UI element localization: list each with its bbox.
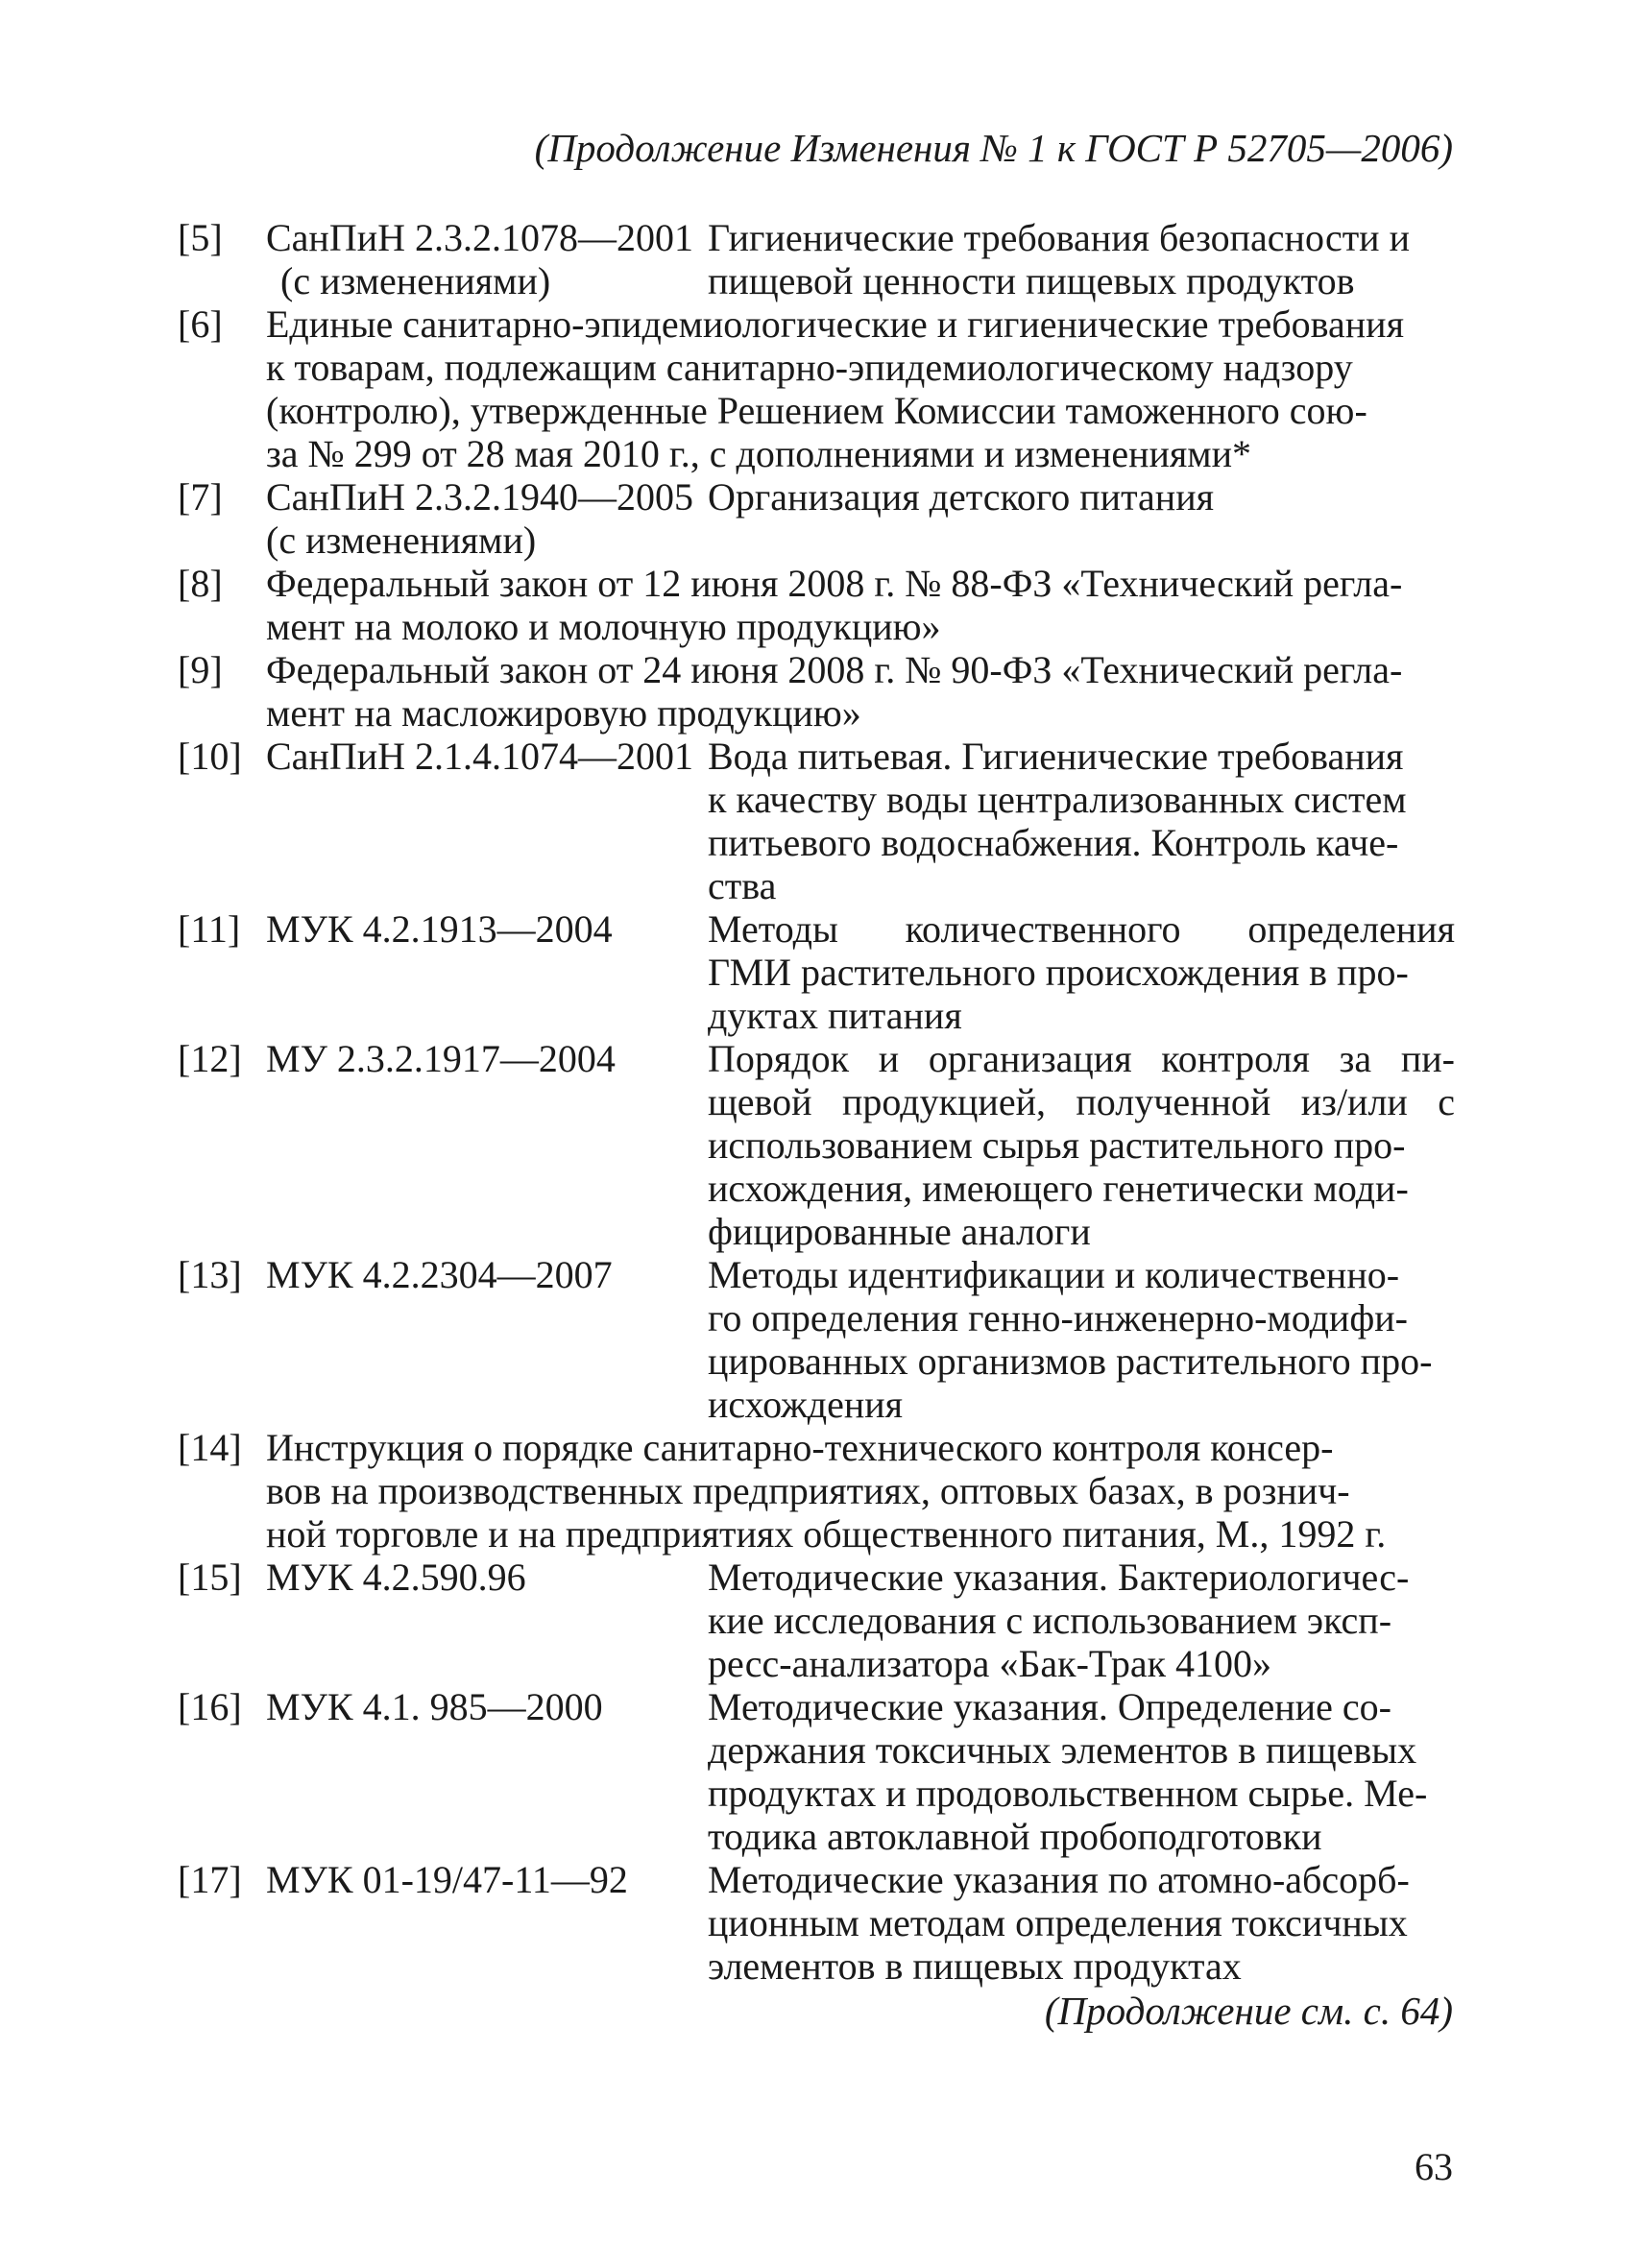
reference-description: Вода питьевая. Гигиенические требования к качеству воды централизованных систем питьевого водоснабжения. Контроль каче- ства <box>708 735 1407 907</box>
reference-code: МУК 4.2.2304—2007 <box>266 1253 613 1296</box>
reference-text: Федеральный закон от 12 июня 2008 г. № 88-ФЗ «Технический регла- мент на молоко и молочную продукцию» <box>266 562 1403 648</box>
reference-number: [6] <box>178 302 223 346</box>
reference-number: [17] <box>178 1858 242 1901</box>
reference-description: Организация детского питания <box>708 475 1215 519</box>
reference-code: МУК 4.2.590.96 <box>266 1556 526 1599</box>
reference-item <box>178 1858 1455 1988</box>
reference-number: [9] <box>178 648 223 691</box>
reference-code: МУК 01-19/47-11—92 <box>266 1858 628 1901</box>
reference-number: [10] <box>178 735 242 778</box>
reference-description: Методические указания. Бактериологичес- кие исследования с использованием эксп- ресс-анализатора «Бак-Трак 4100» <box>708 1556 1410 1685</box>
continuation-header: (Продолжение Изменения № 1 к ГОСТ Р 52705—2006) <box>534 126 1453 170</box>
reference-code: СанПиН 2.1.4.1074—2001 <box>266 735 694 778</box>
reference-number: [13] <box>178 1253 242 1296</box>
reference-code: МУК 4.1. 985—2000 <box>266 1685 603 1728</box>
reference-item <box>178 562 1455 648</box>
reference-number: [8] <box>178 562 223 605</box>
reference-text: Единые санитарно-эпидемиологические и гигиенические требования к товарам, подлежащим санитарно-эпидемиологическому надзору (контролю), утвержденные Решением Комиссии таможенного сою- за № 299 от 28 мая 2010 г., с дополнениями и изменениями* <box>266 302 1404 475</box>
reference-item <box>178 475 1455 562</box>
page-number: 63 <box>1415 2145 1453 2188</box>
reference-number: [11] <box>178 907 241 951</box>
reference-list <box>178 216 1455 1988</box>
reference-number: [5] <box>178 216 223 259</box>
reference-number: [7] <box>178 475 223 519</box>
reference-item <box>178 1685 1455 1858</box>
reference-number: [12] <box>178 1037 242 1080</box>
continuation-footer: (Продолжение см. с. 64) <box>1044 1989 1453 2033</box>
reference-description: Методы количественного определения ГМИ растительного происхождения в про- дуктах питания <box>708 907 1455 1037</box>
reference-number: [15] <box>178 1556 242 1599</box>
reference-text: Инструкция о порядке санитарно-технического контроля консер- вов на производственных предприятиях, оптовых базах, в рознич- ной торговле и на предприятиях общественного питания, М., 1992 г. <box>266 1426 1387 1556</box>
reference-item <box>178 1253 1455 1426</box>
reference-item <box>178 302 1455 475</box>
reference-code: СанПиН 2.3.2.1940—2005 (с изменениями) <box>266 475 694 562</box>
reference-code: МУ 2.3.2.1917—2004 <box>266 1037 616 1080</box>
reference-number: [14] <box>178 1426 242 1469</box>
reference-item <box>178 1556 1455 1685</box>
reference-item <box>178 735 1455 907</box>
reference-code: МУК 4.2.1913—2004 <box>266 907 613 951</box>
reference-description: Порядок и организация контроля за пи- щевой продукцией, полученной из/или с использованием сырья растительного про- исхождения, имеющего генетически моди- фицированные аналоги <box>708 1037 1455 1253</box>
reference-item <box>178 1037 1455 1253</box>
reference-description: Методы идентификации и количественно- го определения генно-инженерно-модифи- цированных организмов растительного про- исхождения <box>708 1253 1433 1426</box>
reference-text: Федеральный закон от 24 июня 2008 г. № 90-ФЗ «Технический регла- мент на масложировую продукцию» <box>266 648 1403 735</box>
reference-item <box>178 907 1455 1037</box>
reference-code: СанПиН 2.3.2.1078—2001 (с изменениями) <box>266 216 694 302</box>
reference-description: Гигиенические требования безопасности и пищевой ценности пищевых продуктов <box>708 216 1410 302</box>
reference-item <box>178 648 1455 735</box>
reference-item <box>178 216 1455 302</box>
reference-item <box>178 1426 1455 1556</box>
reference-description: Методические указания. Определение со- держания токсичных элементов в пищевых продуктах и продовольственном сырье. Ме- тодика автоклавной пробоподготовки <box>708 1685 1428 1858</box>
reference-number: [16] <box>178 1685 242 1728</box>
reference-description: Методические указания по атомно-абсорб- ционным методам определения токсичных элементов в пищевых продуктах <box>708 1858 1410 1988</box>
